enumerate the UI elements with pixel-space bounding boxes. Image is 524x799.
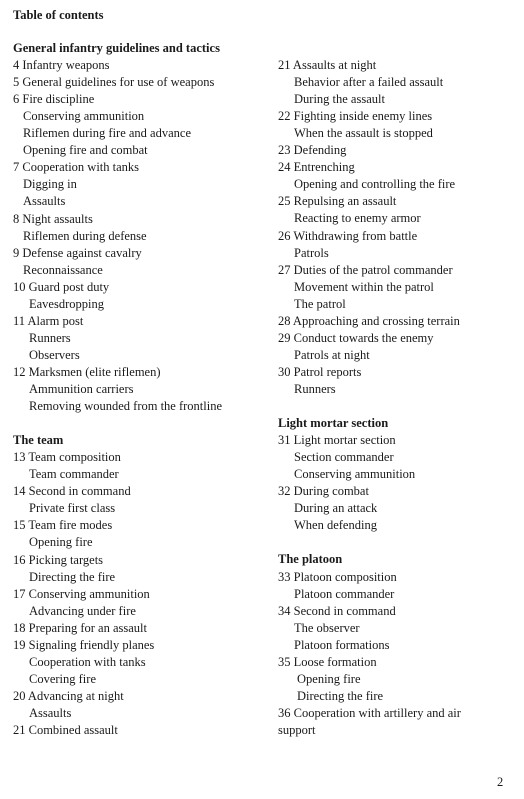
toc-entry: 19 Signaling friendly planes — [13, 637, 155, 652]
toc-entry: 8 Night assaults — [13, 211, 93, 226]
toc-entry: support — [278, 722, 316, 737]
toc-subentry: Conserving ammunition — [294, 467, 416, 482]
toc-subentry: When the assault is stopped — [294, 126, 433, 141]
toc-entry: 10 Guard post duty — [13, 279, 110, 294]
toc-entry: 34 Second in command — [278, 603, 396, 618]
toc-subentry: Assaults — [23, 194, 66, 209]
toc-subentry: Directing the fire — [297, 688, 384, 703]
toc-subentry: Team commander — [29, 467, 119, 482]
toc-subentry: Patrols at night — [294, 347, 370, 362]
toc-subentry: Riflemen during fire and advance — [23, 126, 191, 141]
toc-subentry: Behavior after a failed assault — [294, 75, 444, 90]
toc-entry: 15 Team fire modes — [13, 518, 113, 533]
toc-entry: 21 Combined assault — [13, 723, 118, 737]
toc-entry: 24 Entrenching — [278, 160, 355, 175]
toc-entry: 28 Approaching and crossing terrain — [278, 313, 460, 328]
toc-subentry: Removing wounded from the frontline — [29, 399, 223, 414]
toc-entry: 9 Defense against cavalry — [13, 245, 142, 260]
toc-subentry: Covering fire — [29, 671, 96, 686]
toc-entry: 23 Defending — [278, 143, 347, 158]
toc-subentry: Private first class — [29, 501, 116, 516]
toc-entry: 11 Alarm post — [13, 313, 84, 328]
toc-subentry: Cooperation with tanks — [29, 654, 146, 669]
toc-subentry: Reacting to enemy armor — [294, 211, 421, 226]
toc-entry: 35 Loose formation — [278, 654, 377, 669]
toc-subentry: Riflemen during defense — [23, 228, 147, 243]
toc-subentry: Observers — [29, 347, 80, 362]
page-title: Table of contents — [13, 8, 104, 22]
toc-subentry: Directing the fire — [29, 569, 116, 584]
toc-entry: 26 Withdrawing from battle — [278, 228, 418, 243]
toc-entry: 5 General guidelines for use of weapons — [13, 75, 215, 90]
toc-subentry: Reconnaissance — [23, 262, 103, 277]
toc-subentry: Ammunition carriers — [29, 382, 134, 396]
toc-subentry: Opening fire and combat — [23, 143, 148, 158]
toc-entry: 27 Duties of the patrol commander — [278, 262, 453, 277]
toc-subentry: Runners — [29, 330, 71, 345]
toc-section-heading: General infantry guidelines and tactics — [13, 41, 220, 55]
toc-entry: 20 Advancing at night — [13, 688, 124, 703]
toc-section-heading: The platoon — [278, 552, 343, 567]
toc-subentry: During the assault — [294, 92, 385, 107]
toc-subentry: Eavesdropping — [29, 296, 104, 311]
toc-entry: 16 Picking targets — [13, 552, 104, 567]
toc-entry: 4 Infantry weapons — [13, 58, 110, 73]
toc-entry: 17 Conserving ammunition — [13, 586, 150, 601]
toc-entry: 6 Fire discipline — [13, 92, 95, 107]
toc-subentry: Opening and controlling the fire — [294, 177, 456, 192]
toc-entry: 7 Cooperation with tanks — [13, 160, 140, 175]
toc-entry: 29 Conduct towards the enemy — [278, 330, 434, 345]
toc-subentry: Digging in — [23, 177, 77, 192]
toc-subentry: The patrol — [294, 296, 346, 311]
toc-subentry: Opening fire — [297, 671, 361, 686]
toc-subentry: During an attack — [294, 501, 378, 516]
toc-entry: 30 Patrol reports — [278, 364, 362, 379]
toc-entry: 12 Marksmen (elite riflemen) — [13, 364, 161, 379]
toc-subentry: Movement within the patrol — [294, 279, 434, 294]
toc-entry: 25 Repulsing an assault — [278, 194, 397, 209]
toc-subentry: Conserving ammunition — [23, 109, 145, 124]
toc-subentry: Platoon commander — [294, 586, 395, 601]
page-number: 2 — [497, 775, 504, 789]
toc-section-heading: Light mortar section — [278, 416, 389, 431]
toc-entry: 36 Cooperation with artillery and air — [278, 705, 461, 720]
toc-section-heading: The team — [13, 433, 64, 448]
toc-entry: 13 Team composition — [13, 450, 121, 465]
toc-subentry: Advancing under fire — [29, 603, 136, 618]
toc-subentry: Opening fire — [29, 535, 93, 550]
toc-entry: 14 Second in command — [13, 484, 131, 499]
toc-subentry: Section commander — [294, 450, 394, 465]
toc-subentry: Patrols — [294, 245, 329, 260]
toc-subentry: Runners — [294, 381, 336, 396]
toc-subentry: Assaults — [29, 705, 72, 720]
toc-entry: 22 Fighting inside enemy lines — [278, 109, 433, 124]
toc-entry: 33 Platoon composition — [278, 569, 397, 584]
toc-subentry: Platoon formations — [294, 637, 390, 652]
toc-entry: 31 Light mortar section — [278, 433, 396, 448]
toc-entry: 18 Preparing for an assault — [13, 620, 147, 635]
toc-subentry: When defending — [294, 518, 377, 533]
toc-entry: 32 During combat — [278, 484, 369, 499]
toc-subentry: The observer — [294, 620, 360, 635]
toc-entry: 21 Assaults at night — [278, 58, 377, 72]
